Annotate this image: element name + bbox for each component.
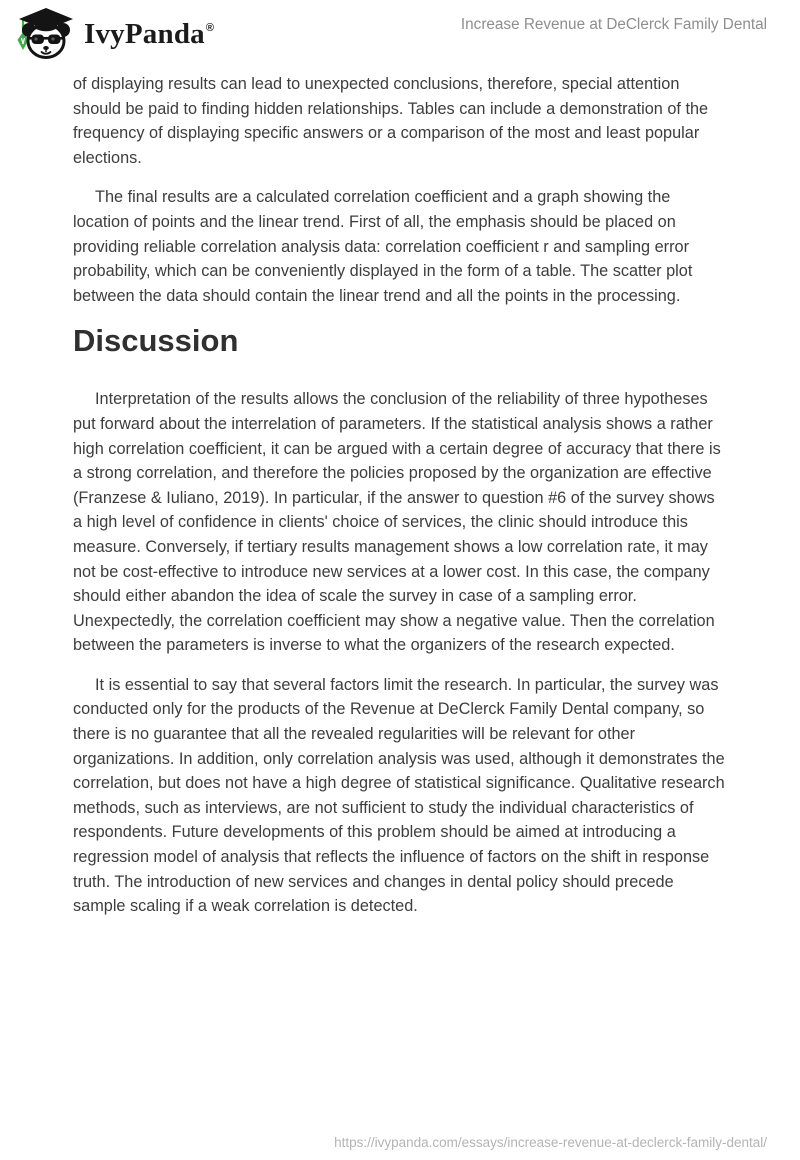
paragraph-limitations: It is essential to say that several factors limit the research. In particular, the survey was conducted only for the products of the Revenue at DeClerck Family Dental company, so there is no guarantee that all the revealed regularities will be relevant for other organizations. In addition, only correlation analysis was used, although it demonstrates the correlation, but does not have a high degree of statistical significance. Qualitative research methods, such as interviews, are not sufficient to study the individual characteristics of respondents. Future developments of this problem should be aimed at introducing a regression model of analysis that reflects the influence of factors on the shift in response truth. The introduction of new services and changes in dental policy should precede sample scaling if a weak correlation is detected. <box>73 675 725 916</box>
registered-trademark-symbol: ® <box>205 22 214 34</box>
brand-name: IvyPanda <box>84 18 205 50</box>
panda-graduate-logo-icon <box>15 7 77 59</box>
paragraph-results-continuation: of displaying results can lead to unexpected conclusions, therefore, special attention should be paid to finding hidden relationships. Tables can include a demonstration of the frequency of displaying specific answers or a comparison of the most and least popular elections. <box>73 75 709 167</box>
section-heading-discussion: Discussion <box>73 323 239 359</box>
source-url-link[interactable]: https://ivypanda.com/essays/increase-revenue-at-declerck-family-dental/ <box>334 1135 767 1150</box>
document-title: Increase Revenue at DeClerck Family Dental <box>460 16 767 33</box>
essay-content <box>73 72 725 919</box>
page-footer <box>334 1134 767 1152</box>
page-header <box>0 0 800 62</box>
paragraph-final-results: The final results are a calculated correlation coefficient and a graph showing the location of points and the linear trend. First of all, the emphasis should be placed on providing reliable correlation analysis data: correlation coefficient r and sampling error probability, which can be conveniently displayed in the form of a table. The scatter plot between the data should contain the linear trend and all the points in the processing. <box>73 188 693 305</box>
ivypanda-logo <box>15 7 214 61</box>
paragraph-interpretation: Interpretation of the results allows the conclusion of the reliability of three hypotheses put forward about the interrelation of parameters. If the statistical analysis shows a rather high correlation coefficient, it can be argued with a certain degree of accuracy that there is a strong correlation, and therefore the policies proposed by the organization are effective (Franzese & Iuliano, 2019). In particular, if the answer to question #6 of the survey shows a high level of confidence in clients' choice of services, the clinic should introduce this measure. Conversely, if tertiary results management shows a low correlation rate, it may not be cost-effective to introduce new services at a lower cost. In this case, the company should either abandon the idea of scale the survey in case of a sampling error. Unexpectedly, the correlation coefficient may show a negative value. Then the correlation between the parameters is inverse to what the organizers of the research expected. <box>73 390 721 655</box>
